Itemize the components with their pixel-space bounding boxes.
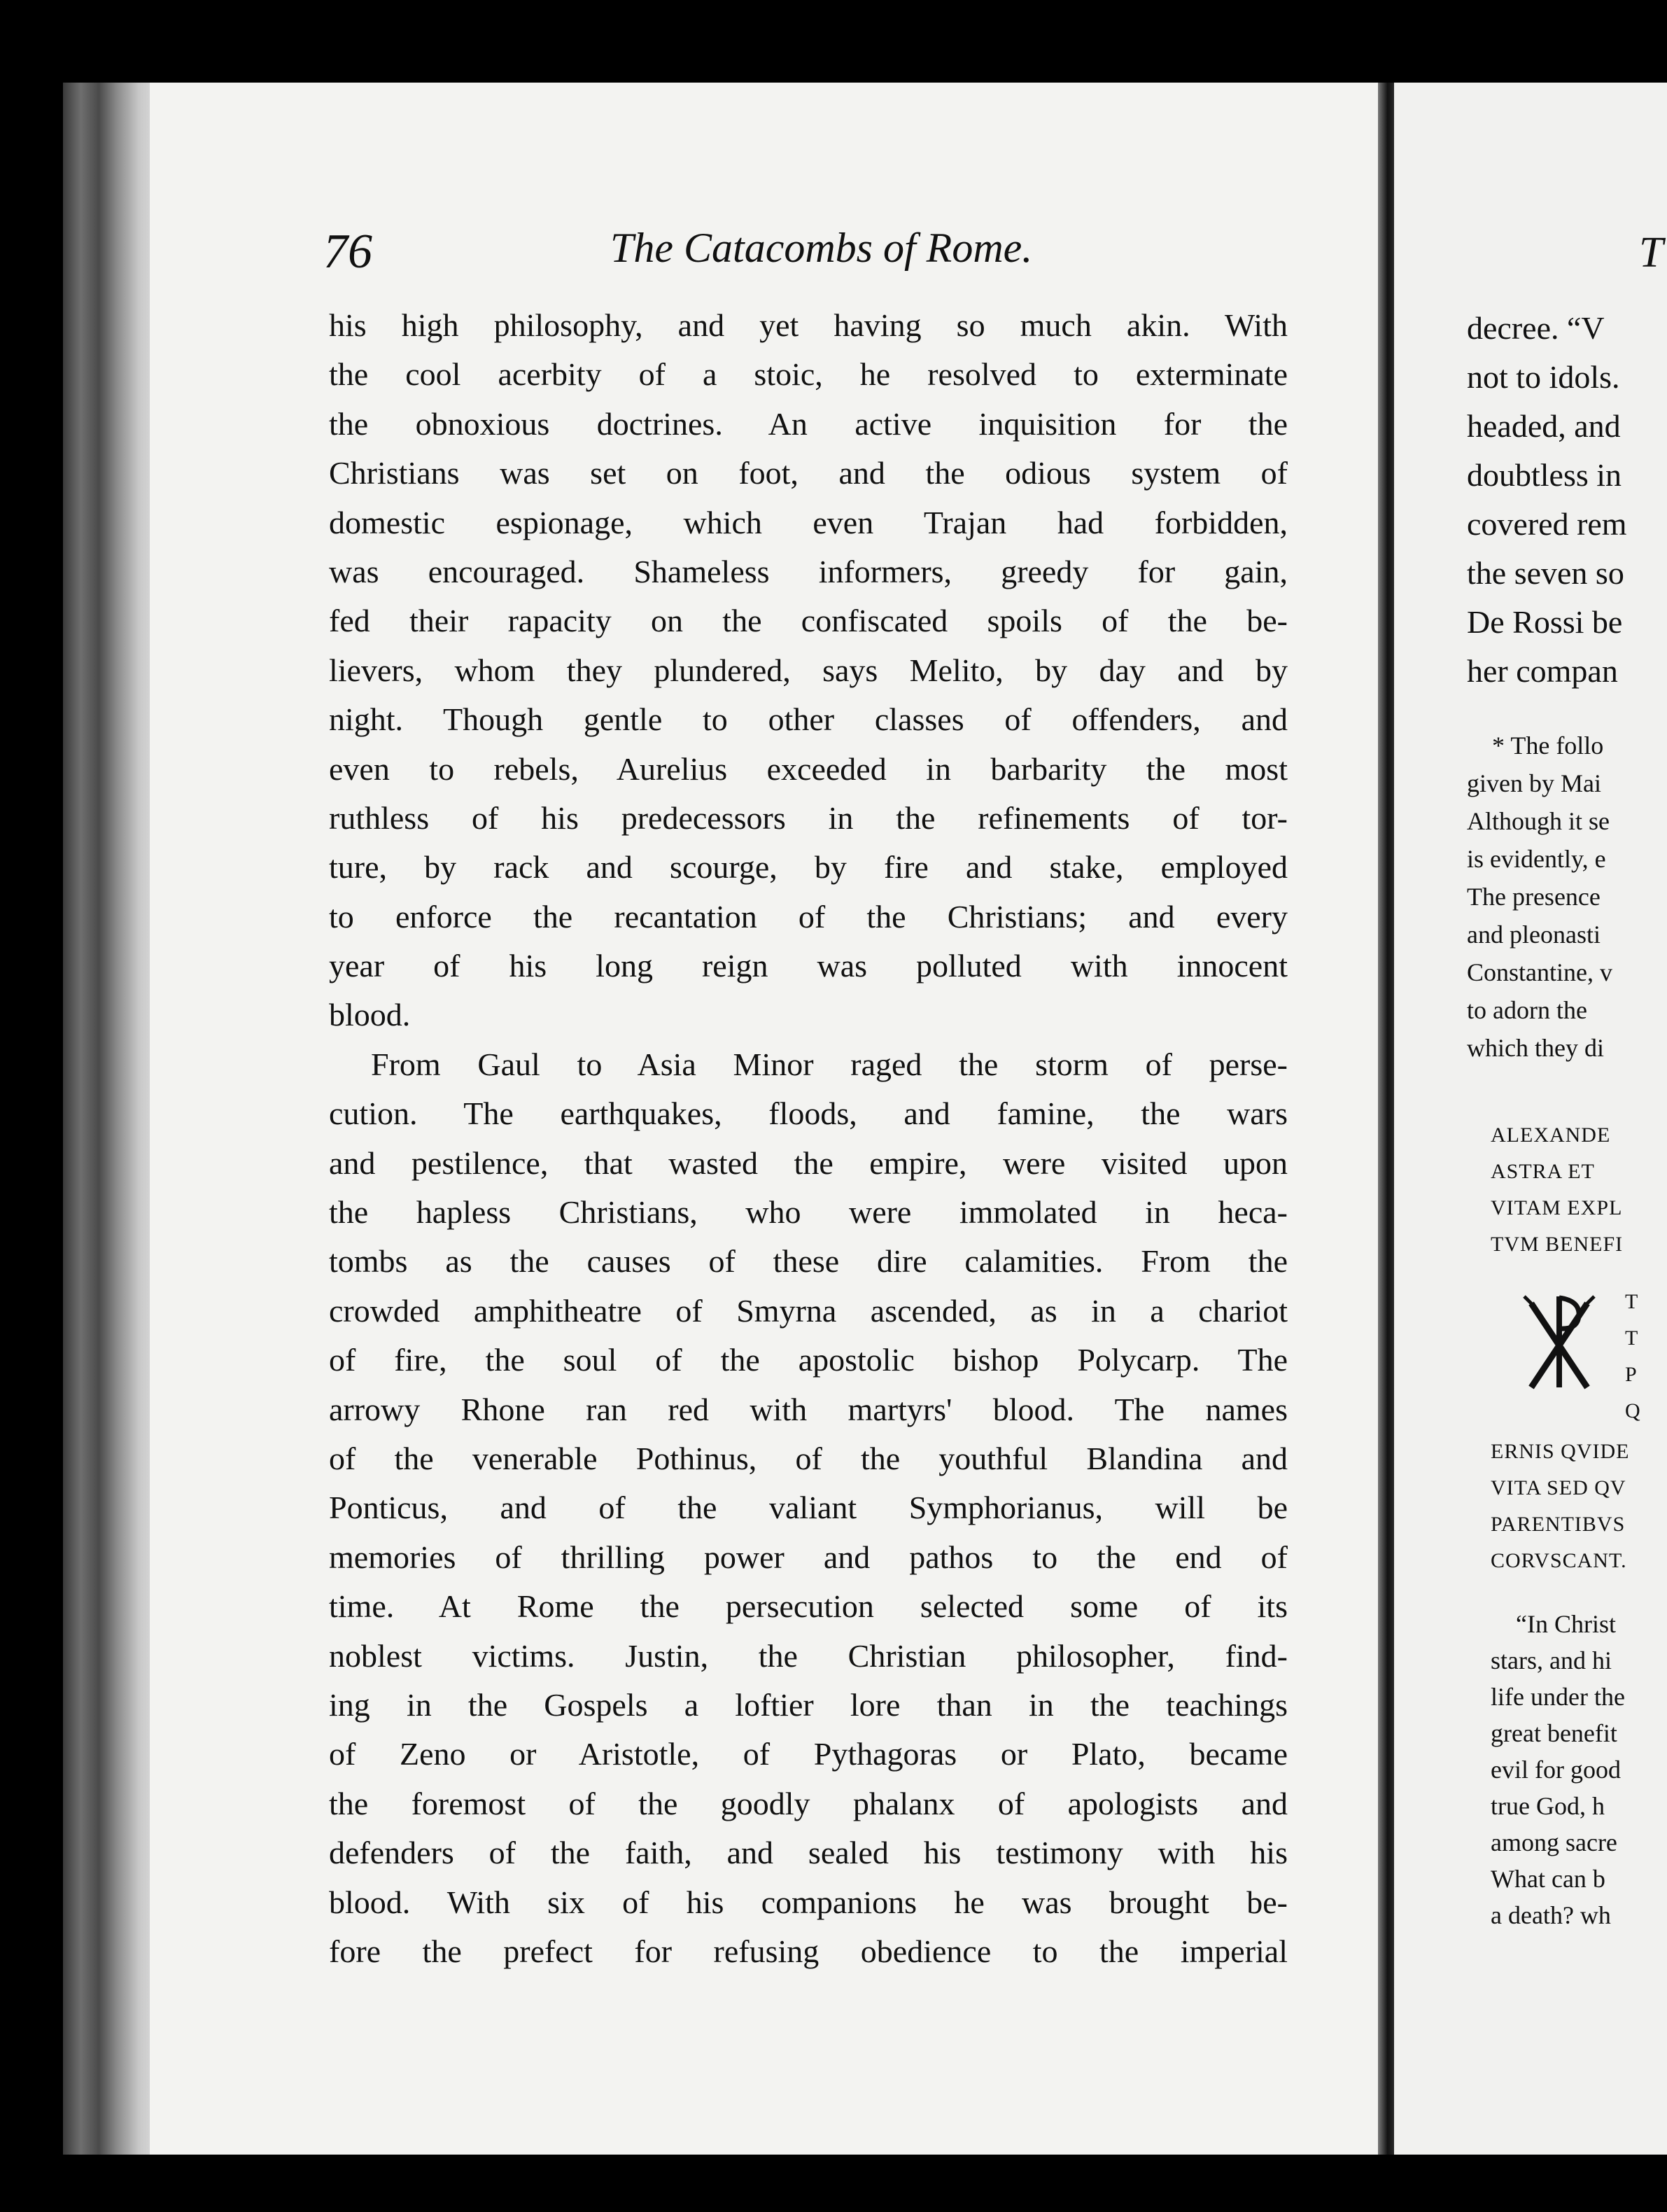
text-line: the foremost of the goodly phalanx of apologists and [329, 1785, 1288, 1821]
footnote-line: to adorn the [1467, 996, 1587, 1024]
page-header [176, 224, 1310, 280]
text-line: blood. [329, 997, 411, 1033]
text-line: and pestilence, that wasted the empire, were visited upon [329, 1144, 1288, 1181]
text-line: memories of thrilling power and pathos to the end of [329, 1539, 1288, 1575]
text-line: was encouraged. Shameless informers, greedy for gain, [329, 553, 1288, 589]
text-line: tombs as the causes of these dire calamities. From the [329, 1243, 1288, 1280]
inscription-top [1491, 1117, 1623, 1263]
text-line: doubtless in [1467, 457, 1622, 493]
footnote-line: is evidently, e [1467, 845, 1606, 873]
text-line: the seven so [1467, 555, 1624, 591]
text-line: the hapless Christians, who were immolated in heca- [329, 1194, 1288, 1231]
inscription-line: VITA SED QV [1491, 1476, 1626, 1499]
running-title: The Catacombs of Rome. [610, 225, 1033, 271]
translation-line: life under the [1491, 1683, 1625, 1711]
text-line: ing in the Gospels a loftier lore than in the teachings [329, 1686, 1288, 1723]
inscription-line: VITAM EXPL [1491, 1196, 1623, 1219]
inscription-line: TVM BENEFI [1491, 1233, 1624, 1256]
book-gutter [1378, 83, 1394, 2155]
text-line: not to idols. [1467, 359, 1620, 395]
text-line: her compan [1467, 653, 1618, 689]
text-line: crowded amphitheatre of Smyrna ascended, as in a chariot [329, 1292, 1288, 1329]
text-line: lievers, whom they plundered, says Melito, by day and by [329, 652, 1288, 688]
text-line: of Zeno or Aristotle, of Pythagoras or Plato, became [329, 1736, 1288, 1772]
text-line: arrowy Rhone ran red with martyrs' blood. The names [329, 1391, 1288, 1427]
inscription-side [1625, 1284, 1640, 1429]
inscription-line: PARENTIBVS [1491, 1513, 1626, 1536]
text-line: covered rem [1467, 506, 1627, 542]
text-line: blood. With six of his companions he was brought be- [329, 1884, 1288, 1920]
footnote-line: Constantine, v [1467, 958, 1612, 986]
inscription-line: CORVSCANT. [1491, 1549, 1627, 1572]
footnote-line: The presence [1467, 883, 1601, 911]
text-line: noblest victims. Justin, the Christian philosopher, find- [329, 1637, 1288, 1674]
inscription-line: ASTRA ET [1491, 1160, 1595, 1183]
right-page-header: T [1639, 229, 1664, 276]
translation-line: evil for good [1491, 1756, 1621, 1784]
translation-line: a death? wh [1491, 1901, 1611, 1929]
translation-text [1491, 1606, 1625, 1933]
footnote-line: Although it se [1467, 807, 1610, 835]
text-line: time. At Rome the persecution selected some of its [329, 1588, 1288, 1625]
text-line: domestic espionage, which even Trajan had forbidden, [329, 504, 1288, 540]
text-line: fed their rapacity on the confiscated spoils of the be- [329, 603, 1288, 639]
translation-line: great benefit [1491, 1719, 1617, 1747]
text-line: even to rebels, Aurelius exceeded in barbarity the most [329, 750, 1288, 787]
right-page [1394, 83, 1667, 2155]
text-line: his high philosophy, and yet having so much akin. With [329, 307, 1288, 343]
chi-rho-monogram-icon [1517, 1289, 1601, 1394]
footnote-line: which they di [1467, 1034, 1604, 1062]
inscription-line: Q [1625, 1399, 1640, 1422]
inscription-line: P [1625, 1363, 1637, 1386]
text-line: decree. “V [1467, 310, 1605, 346]
inscription-line: T [1625, 1326, 1638, 1350]
inscription-line: T [1625, 1290, 1638, 1313]
text-line: headed, and [1467, 408, 1621, 444]
text-line: From Gaul to Asia Minor raged the storm of perse- [371, 1046, 1288, 1082]
translation-line: stars, and hi [1491, 1646, 1612, 1674]
translation-line: among sacre [1491, 1828, 1617, 1856]
footnote-line: * The follo [1492, 732, 1604, 760]
text-line: De Rossi be [1467, 604, 1623, 640]
page-number: 76 [323, 225, 372, 279]
inscription-line: ERNIS QVIDE [1491, 1440, 1630, 1463]
text-line: to enforce the recantation of the Christians; and every [329, 898, 1288, 934]
text-line: Christians was set on foot, and the odious system of [329, 455, 1288, 491]
text-line: of fire, the soul of the apostolic bishop Polycarp. The [329, 1342, 1288, 1378]
translation-line: What can b [1491, 1865, 1605, 1893]
text-line: cution. The earthquakes, floods, and famine, the wars [329, 1096, 1288, 1132]
right-page-main-text [1467, 304, 1667, 696]
text-line: fore the prefect for refusing obedience to the imperial [329, 1933, 1288, 1969]
text-line: of the venerable Pothinus, of the youthful Blandina and [329, 1440, 1288, 1476]
translation-line: true God, h [1491, 1792, 1605, 1820]
inscription-line: ALEXANDE [1491, 1124, 1611, 1147]
text-line: Ponticus, and of the valiant Symphorianus, will be [329, 1490, 1288, 1526]
text-line: defenders of the faith, and sealed his testimony with his [329, 1835, 1288, 1871]
book-page-edges [63, 83, 153, 2155]
text-line: ruthless of his predecessors in the refinements of tor- [329, 799, 1288, 836]
footnote-line: given by Mai [1467, 769, 1601, 797]
translation-line: “In Christ [1516, 1610, 1616, 1638]
text-line: the obnoxious doctrines. An active inquisition for the [329, 405, 1288, 442]
inscription-bottom [1491, 1434, 1630, 1579]
right-page-footnote [1467, 727, 1667, 1067]
text-line: year of his long reign was polluted with innocent [329, 948, 1288, 984]
text-line: ture, by rack and scourge, by fire and stake, employed [329, 849, 1288, 886]
footnote-line: and pleonasti [1467, 920, 1601, 948]
text-line: the cool acerbity of a stoic, he resolved to exterminate [329, 356, 1288, 393]
body-text [329, 301, 1288, 1976]
text-line: night. Though gentle to other classes of offenders, and [329, 701, 1288, 738]
